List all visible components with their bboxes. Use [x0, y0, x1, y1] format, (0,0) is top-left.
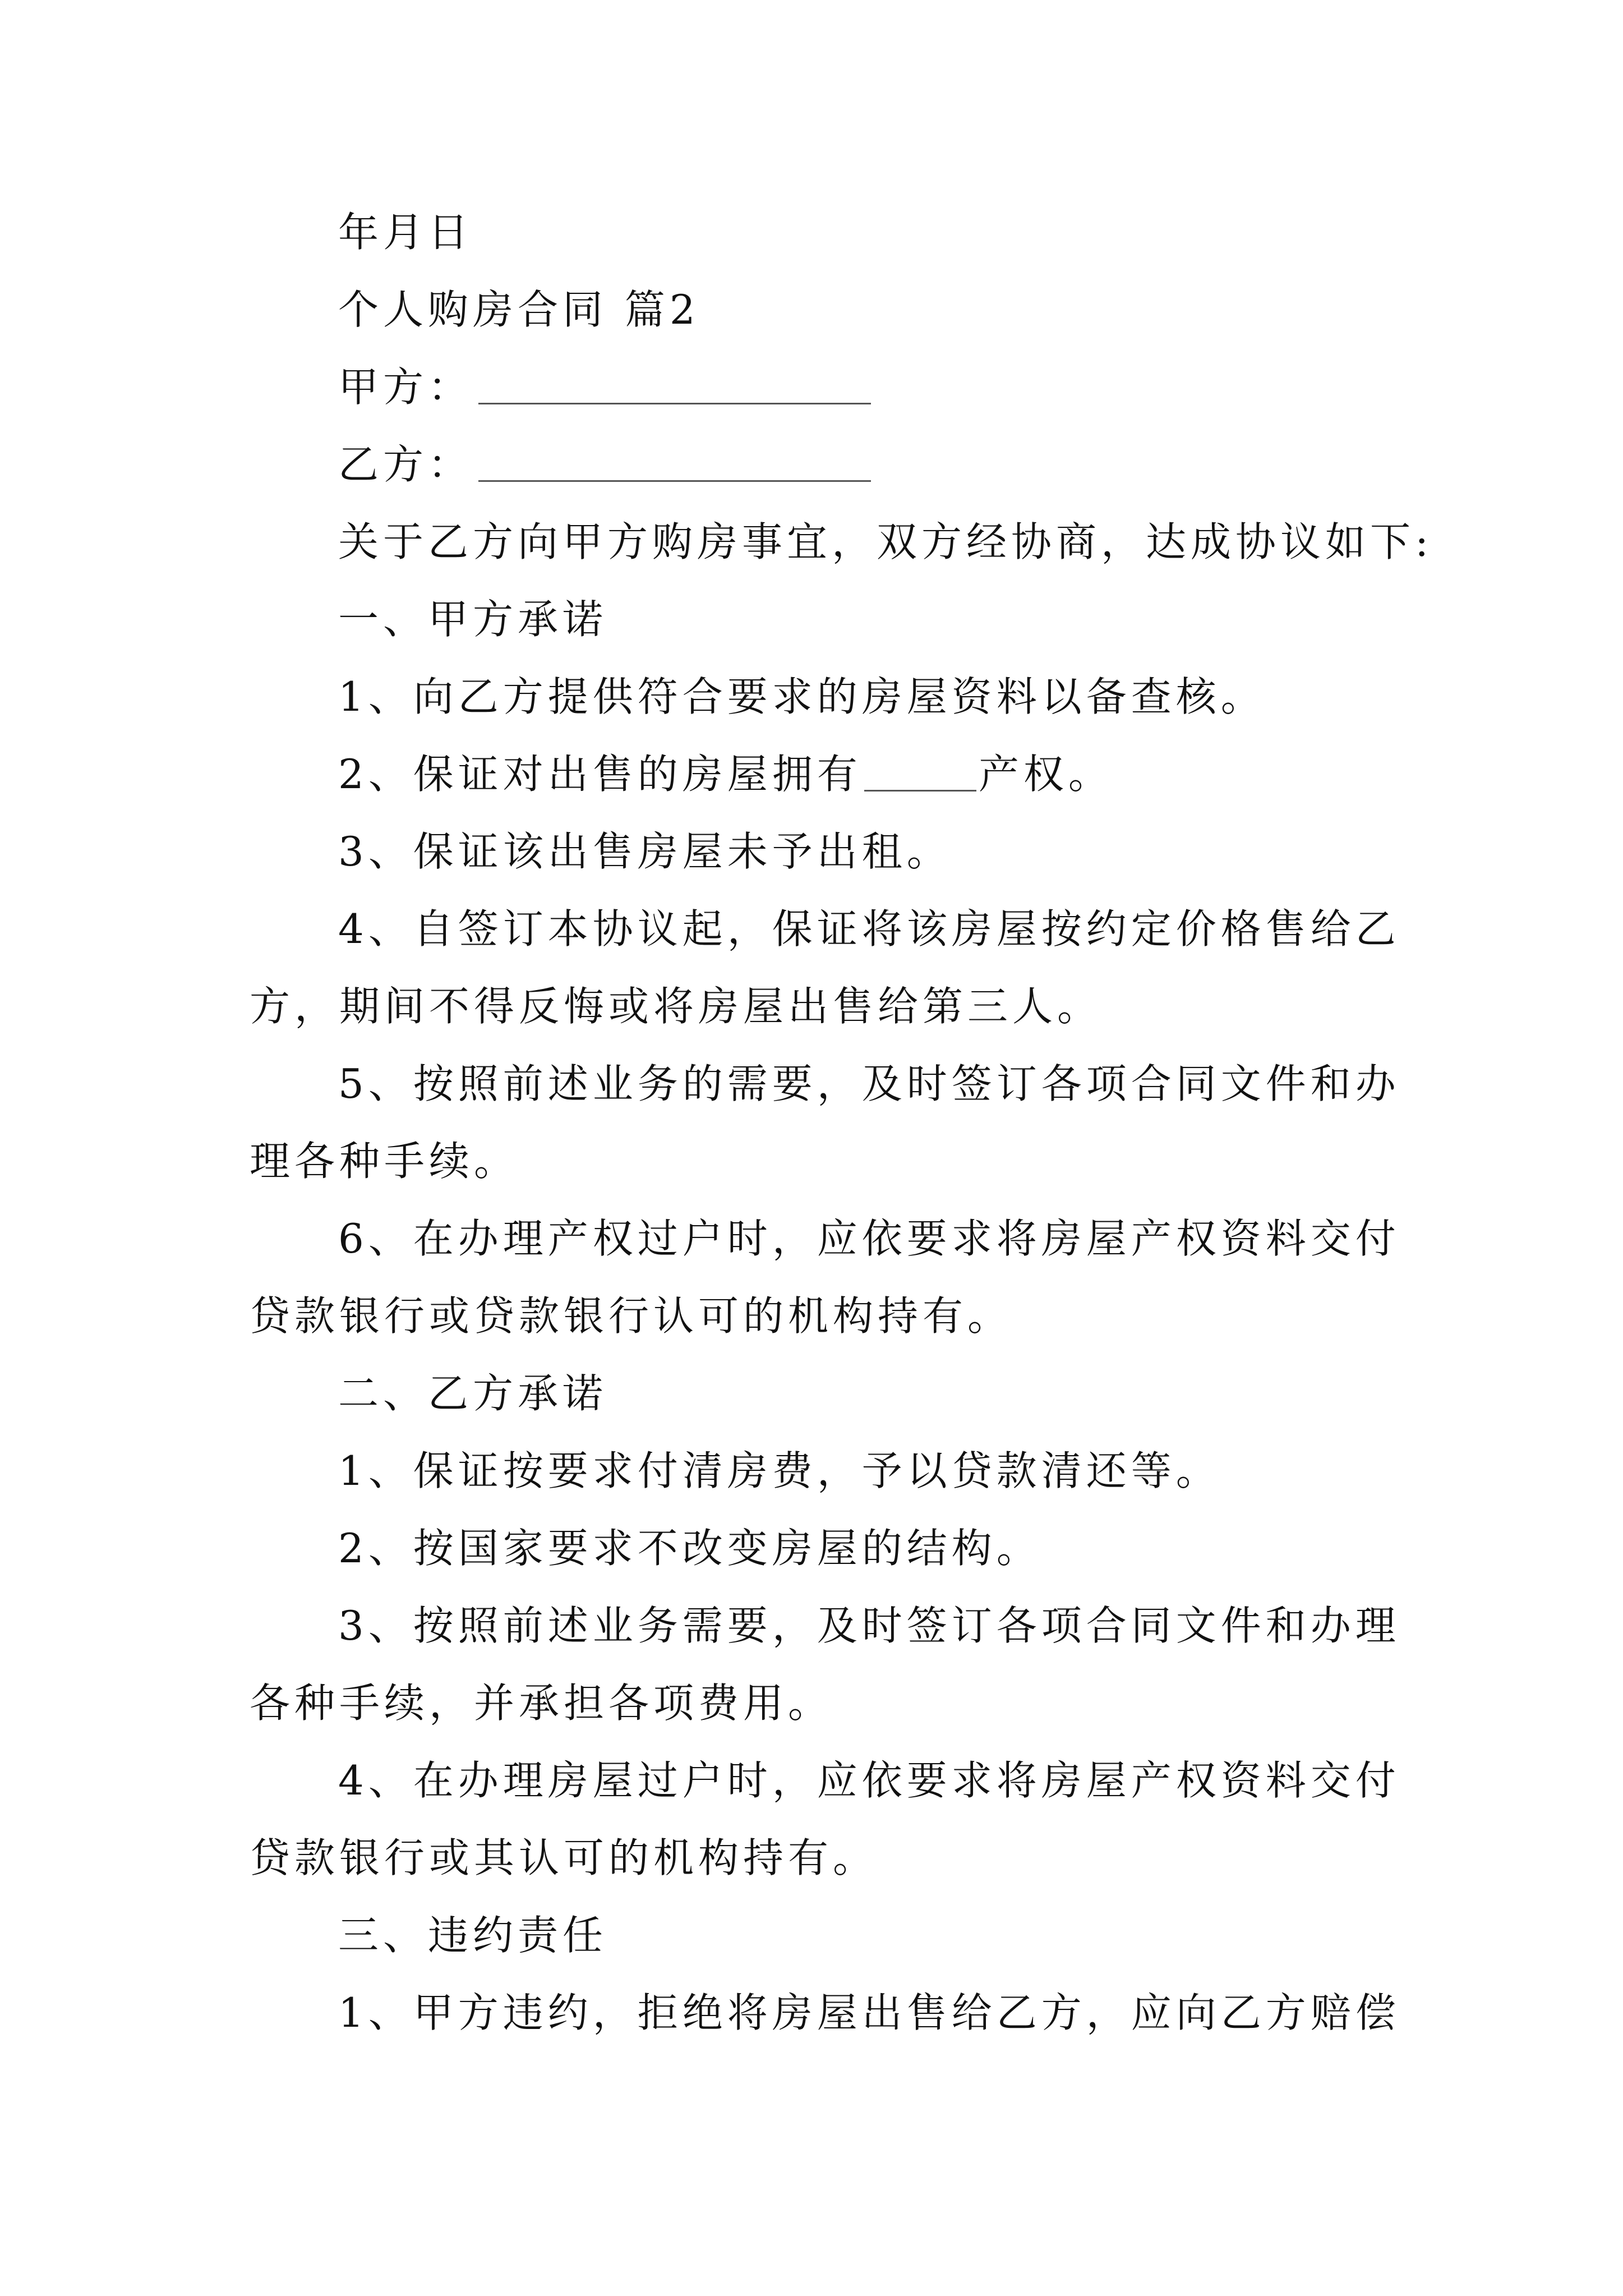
- section1-item2-before: 2、保证对出售的房屋拥有: [338, 751, 862, 798]
- section1-item2: [250, 735, 1388, 813]
- party-a-blank: [478, 369, 871, 404]
- party-a-line: [250, 348, 1388, 426]
- section2-item4: [250, 1742, 1400, 1897]
- section1-heading: 一、甲方承诺: [338, 596, 608, 643]
- property-right-blank: [864, 756, 976, 792]
- section3-heading: 三、违约责任: [338, 1912, 608, 1959]
- section3-item1-line1: 1、甲方违约，拒绝将房屋出售给乙方，应向乙方赔偿: [338, 1989, 1400, 2036]
- document-body: [250, 194, 1433, 2051]
- date-line: 年月日: [338, 209, 473, 256]
- party-a-label: 甲方：: [338, 364, 473, 411]
- section1-item3: 3、保证该出售房屋未予出租。: [338, 828, 952, 875]
- section2-item4-line1: 4、在办理房屋过户时，应依要求将房屋产权资料交付: [338, 1757, 1400, 1804]
- section1-item5: [250, 1045, 1400, 1200]
- section1-item4-line2: 方，期间不得反悔或将房屋出售给第三人。: [250, 983, 1103, 1030]
- intro-paragraph: 关于乙方向甲方购房事宜，双方经协商，达成协议如下:: [338, 518, 1433, 565]
- section2-item3: [250, 1587, 1400, 1742]
- section2-item3-line2: 各种手续，并承担各项费用。: [250, 1680, 833, 1727]
- section1-item6: [250, 1200, 1400, 1355]
- section1-item6-line1: 6、在办理产权过户时，应依要求将房屋产权资料交付: [338, 1215, 1400, 1262]
- contract-title: 个人购房合同 篇2: [338, 286, 700, 333]
- section2-item1: 1、保证按要求付清房费，予以贷款清还等。: [338, 1447, 1221, 1494]
- section2-heading: 二、乙方承诺: [338, 1370, 608, 1417]
- section2-item4-line2: 贷款银行或其认可的机构持有。: [250, 1834, 878, 1881]
- section1-item2-after: 产权。: [978, 751, 1113, 798]
- section1-item6-line2: 贷款银行或贷款银行认可的机构持有。: [250, 1292, 1013, 1340]
- party-b-line: [250, 426, 1388, 503]
- section1-item4-line1: 4、自签订本协议起，保证将该房屋按约定价格售给乙: [338, 905, 1400, 953]
- section1-item5-line1: 5、按照前述业务的需要，及时签订各项合同文件和办: [338, 1060, 1400, 1107]
- section1-item4: [250, 890, 1400, 1045]
- section1-item1: 1、向乙方提供符合要求的房屋资料以备查核。: [338, 673, 1266, 720]
- section1-item5-line2: 理各种手续。: [250, 1138, 519, 1185]
- party-b-label: 乙方：: [338, 441, 473, 488]
- section2-item2: 2、按国家要求不改变房屋的结构。: [338, 1525, 1041, 1572]
- party-b-blank: [478, 447, 871, 482]
- section2-item3-line1: 3、按照前述业务需要，及时签订各项合同文件和办理: [338, 1602, 1400, 1649]
